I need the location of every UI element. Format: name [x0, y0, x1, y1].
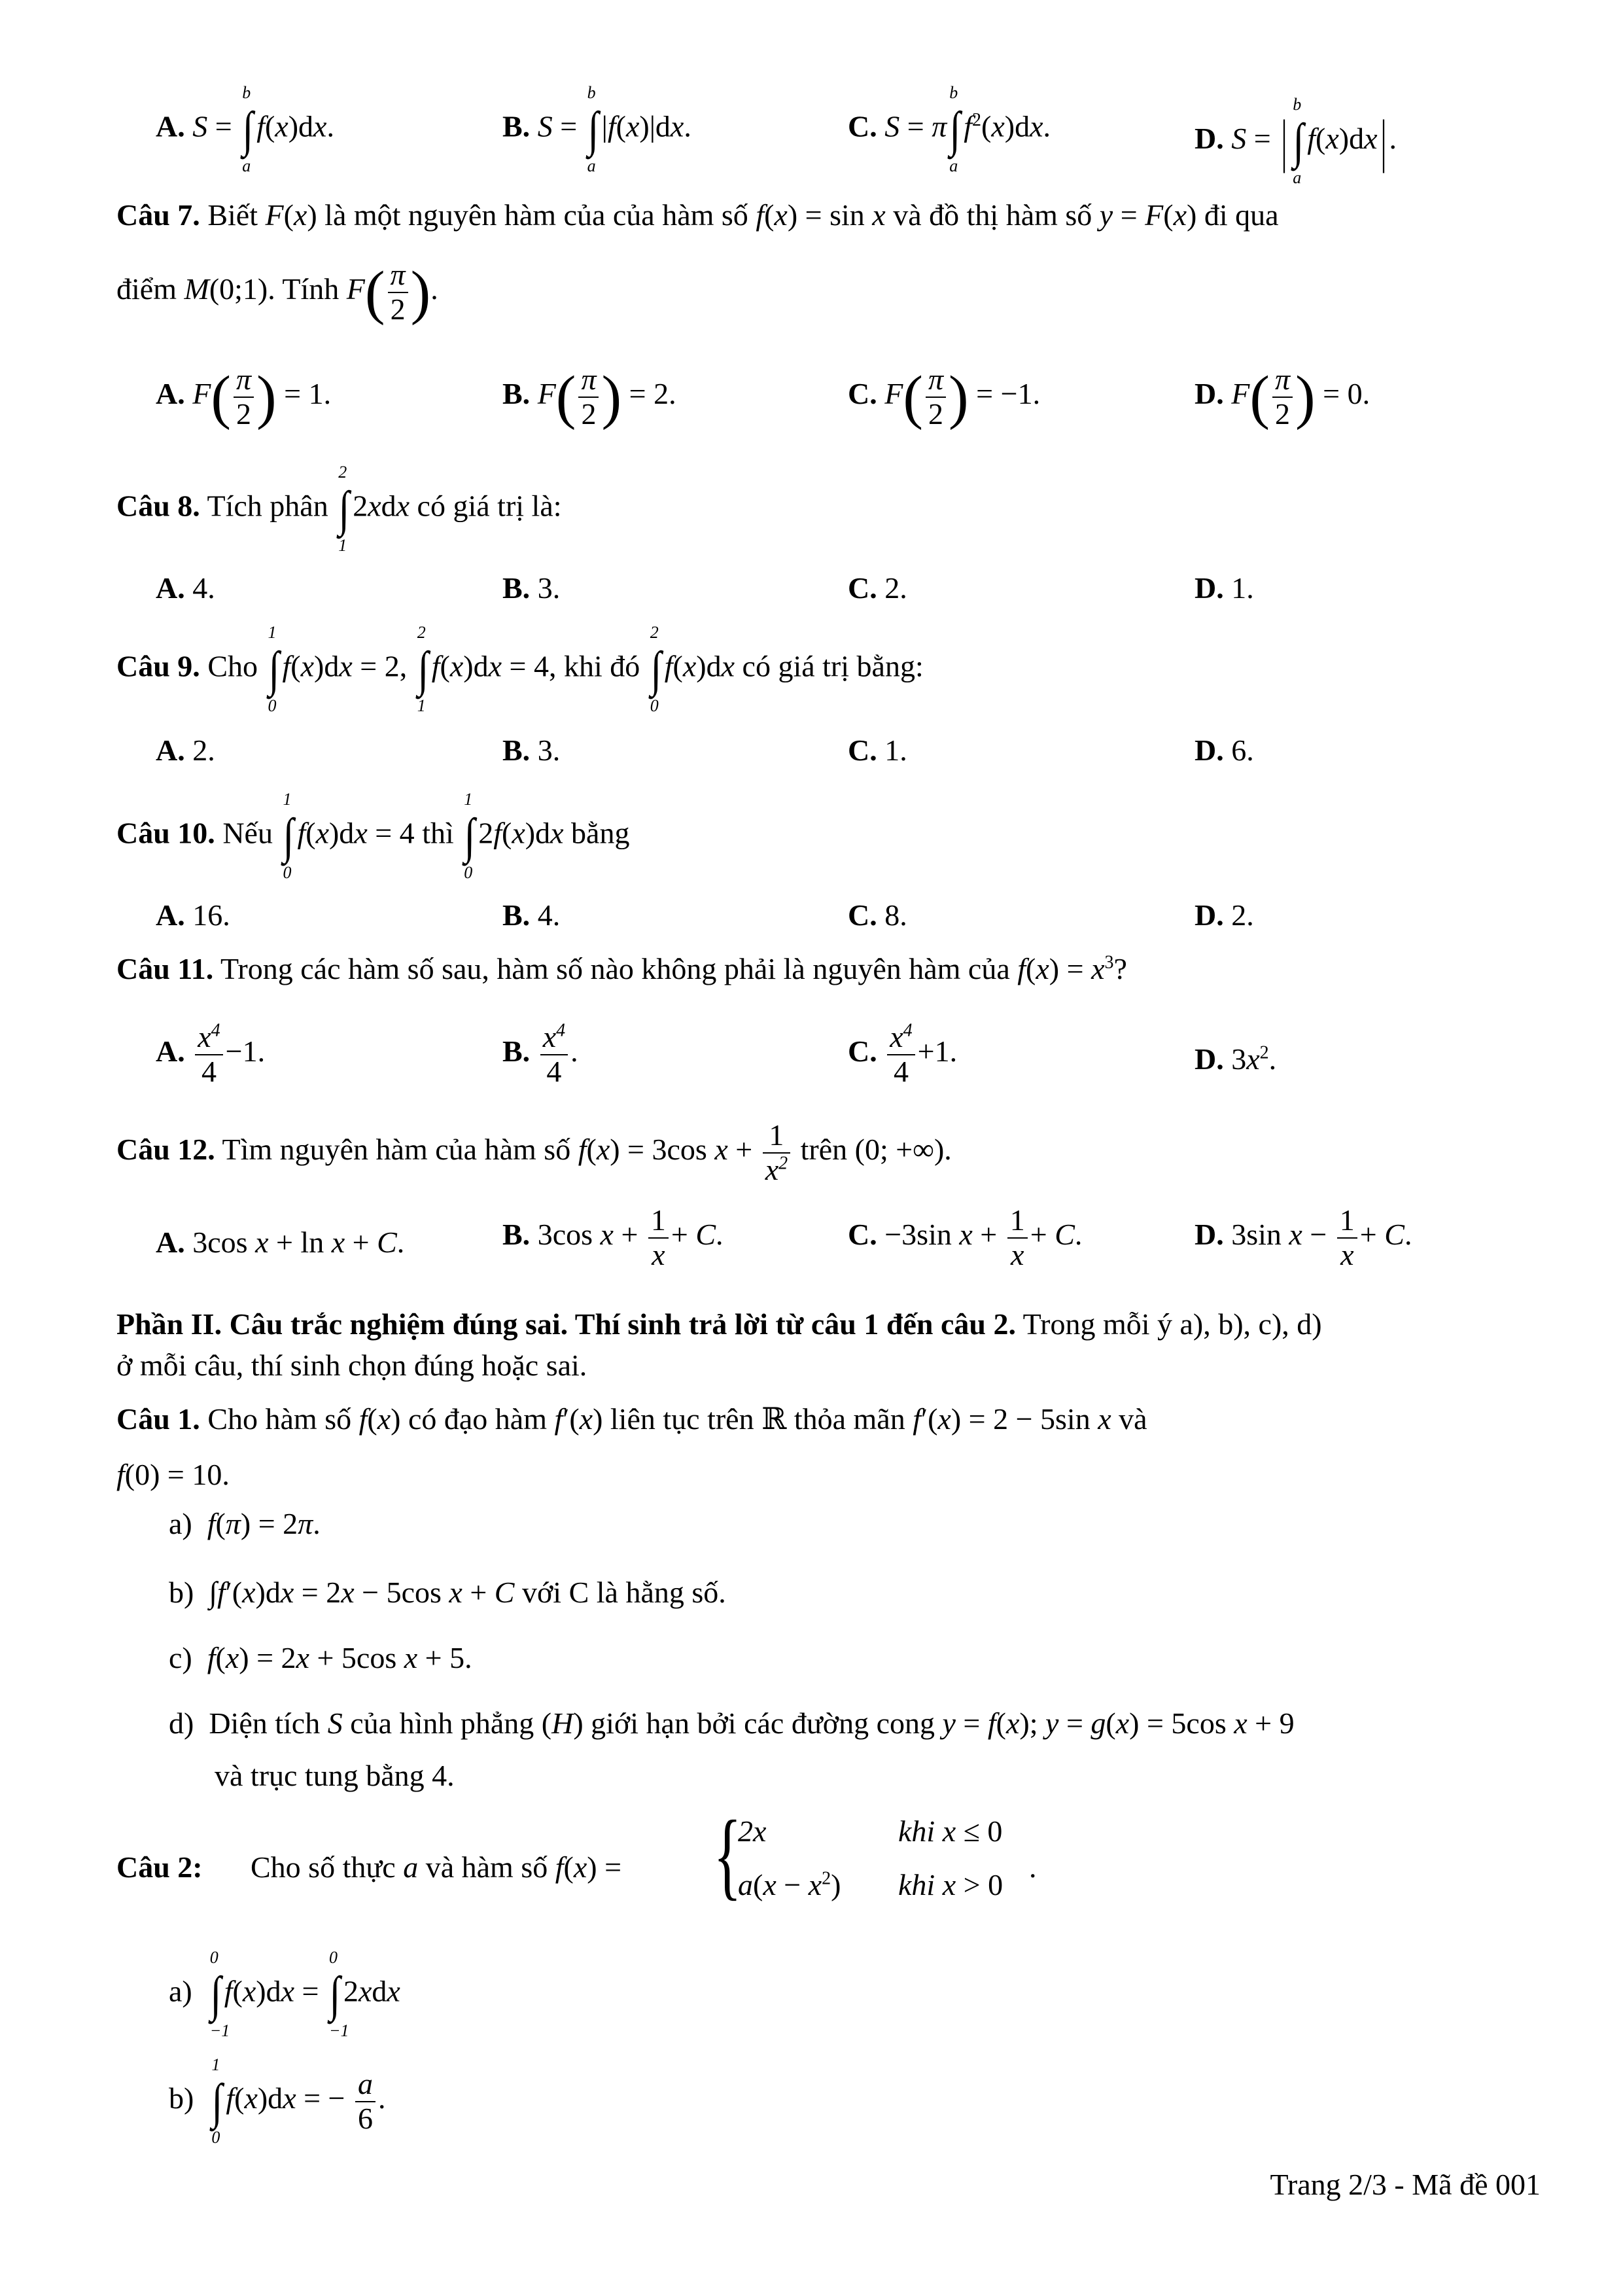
q12-option-b[interactable]: B. 3cos x + $\frac{1}{x}$ + C.: [502, 1203, 724, 1271]
q8-option-d[interactable]: D. 1.: [1195, 571, 1254, 605]
q12-option-a[interactable]: A. 3cos x + ln x + C.: [156, 1226, 405, 1259]
q7-option-a[interactable]: A. F( $\frac{\pi}{2}$ ) = 1.: [156, 362, 332, 431]
q12-option-d[interactable]: D. 3sin x − $\frac{1}{x}$ + C.: [1195, 1203, 1412, 1271]
p2q1-b[interactable]: b) ∫f′(x)dx = 2x − 5cos x + C với C là hằng số.: [169, 1576, 726, 1609]
q7-line-2: điểm M(0;1). Tính F( $\frac{\pi}{2}$ ).: [116, 258, 438, 326]
q6-option-d[interactable]: D. S = | b ∫ a f(x)dx|.: [1195, 95, 1397, 187]
option-label: A.: [156, 109, 185, 143]
part2-heading: Phần II. Câu trắc nghiệm đúng sai. Thí sinh trả lời từ câu 1 đến câu 2. Trong mỗi ý a), b), c), d): [116, 1307, 1322, 1341]
q7-option-d[interactable]: D. F( $\frac{\pi}{2}$ ) = 0.: [1195, 362, 1370, 431]
part2-heading-2: ở mỗi câu, thí sinh chọn đúng hoặc sai.: [116, 1349, 587, 1382]
option-label: B.: [502, 109, 531, 143]
q10-option-a[interactable]: A. 16.: [156, 898, 230, 932]
p2q2-b[interactable]: b) 1 ∫ 0 f(x)dx = − $\frac{a}{6}$ .: [169, 2055, 386, 2147]
q7-option-c[interactable]: C. F( $\frac{\pi}{2}$ ) = −1.: [848, 362, 1041, 431]
p2q1-d-cont: và trục tung bằng 4.: [215, 1759, 455, 1792]
q7-option-b[interactable]: B. F( $\frac{\pi}{2}$ ) = 2.: [502, 362, 676, 431]
option-label: D.: [1195, 121, 1224, 155]
q8-option-c[interactable]: C. 2.: [848, 571, 907, 605]
p2q1-line-2: f(0) = 10.: [116, 1458, 230, 1491]
q10-line: Câu 10. Nếu 1 ∫ 0 f(x)dx = 4 thì 1 ∫ 0 2f(x)dx bằng: [116, 790, 630, 882]
q9-option-d[interactable]: D. 6.: [1195, 733, 1254, 767]
q8-option-b[interactable]: B. 3.: [502, 571, 561, 605]
q9-option-a[interactable]: A. 2.: [156, 733, 215, 767]
q10-option-b[interactable]: B. 4.: [502, 898, 561, 932]
q6-option-a[interactable]: A. S = b ∫ a f(x)dx.: [156, 83, 334, 175]
q12-option-c[interactable]: C. −3sin x + $\frac{1}{x}$ + C.: [848, 1203, 1083, 1271]
option-label: C.: [848, 109, 877, 143]
q6-option-b[interactable]: B. S = b ∫ a |f(x)|dx.: [502, 83, 691, 175]
q10-option-d[interactable]: D. 2.: [1195, 898, 1254, 932]
q11-option-a[interactable]: A. $\frac{x^4}{4}$ −1.: [156, 1020, 266, 1088]
q12-line: Câu 12. Tìm nguyên hàm của hàm số f(x) = 3cos x + $\frac{1}{x^2}$ trên (0; +∞).: [116, 1118, 952, 1186]
q11-option-c[interactable]: C. $\frac{x^4}{4}$ +1.: [848, 1020, 958, 1088]
q6-option-c[interactable]: C. S = π b ∫ a $f^2(x)dx$.: [848, 83, 1051, 175]
p2q1-d[interactable]: d) Diện tích S của hình phẳng (H) giới hạn bởi các đường cong y = f(x); y = g(x) = 5cos x + 9: [169, 1706, 1295, 1740]
p2q1-c[interactable]: c) f(x) = 2x + 5cos x + 5.: [169, 1641, 472, 1674]
p2q2-line: Câu 2: Cho số thực a và hàm số f(x) = { 2x khi x ≤ 0 $a(x - x^2)$ khi x > 0 .: [116, 1801, 1037, 1909]
q11-line: Câu 11. Trong các hàm số sau, hàm số nào không phải là nguyên hàm của $f(x) = x^3$?: [116, 952, 1127, 985]
q11-option-d[interactable]: D. $3x^2$.: [1195, 1042, 1277, 1076]
q10-option-c[interactable]: C. 8.: [848, 898, 907, 932]
q9-option-c[interactable]: C. 1.: [848, 733, 907, 767]
p2q2-a[interactable]: a) 0 ∫ −1 f(x)dx = 0 ∫ −1 2xdx: [169, 1948, 400, 2040]
page-footer: Trang 2/3 - Mã đề 001: [1270, 2168, 1541, 2201]
q8-option-a[interactable]: A. 4.: [156, 571, 215, 605]
q8-line: Câu 8. Tích phân 2 ∫ 1 2xdx có giá trị là:: [116, 463, 562, 555]
question-label: Câu 7.: [116, 198, 200, 232]
q11-option-b[interactable]: B. $\frac{x^4}{4}$ .: [502, 1020, 578, 1088]
p2q1-a[interactable]: a) f(π) = 2π.: [169, 1507, 321, 1540]
p2q1-line-1: Câu 1. Cho hàm số f(x) có đạo hàm f′(x) liên tục trên ℝ thỏa mãn f′(x) = 2 − 5sin x và: [116, 1402, 1147, 1436]
q9-option-b[interactable]: B. 3.: [502, 733, 561, 767]
q9-line: Câu 9. Cho 1 ∫ 0 f(x)dx = 2, 2 ∫ 1 f(x)dx = 4, khi đó 2 ∫ 0 f(x)dx có giá trị bằng:: [116, 623, 924, 715]
q7-line-1: Câu 7. Biết F(x) là một nguyên hàm của của hàm số f(x) = sin x và đồ thị hàm số y = F(x) đi qua: [116, 198, 1279, 232]
